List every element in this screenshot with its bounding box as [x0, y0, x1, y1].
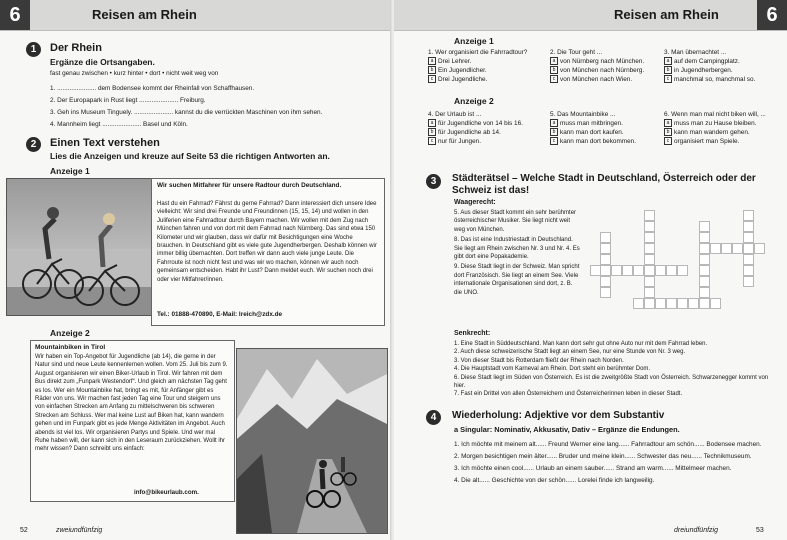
checkbox[interactable]: c: [664, 137, 672, 145]
ad-2-body: Wir haben ein Top-Angebot für Jugendliche (ab 14), die gerne in der Natur sind und neue Leute kennenlernen wollen. Vom 25. Juli bis zum 9. August organisieren wir einen Biker-Urlaub in Tirol. Wir fahren mit dem Bus direkt zum „Funpark Westendorf“. Und gleich am nächsten Tag geht es los. Wer ein Mountainbike hat, bringt es mit, für Anfänger gibt es Räder von uns. Wir machen fast jeden Tag eine Tour und steigern uns von einfachen Strecken am Anfang zu mittelschweren bis schweren Strecken am Schluss. Wer mal keine Lust auf Biken hat, kann wandern gehen und im Funpark gibt es jede Menge Aktivitäten im Angebot. Auch abends ist viel los. Wir organisieren Partys und Spiele. Und wer mal Ruhe haben will, der kann sich in den Leseraum zurückziehen. Wollt ihr mehr wissen? Dann schreibt uns einfach:: [35, 354, 228, 453]
checkbox[interactable]: a: [428, 57, 436, 65]
crossword-cell[interactable]: [644, 243, 655, 254]
checkbox[interactable]: c: [550, 137, 558, 145]
crossword-cell[interactable]: [721, 243, 732, 254]
page-word-left: zweiundfünfzig: [56, 527, 103, 534]
clue: 2. Auch diese schweizerische Stadt liegt an einem See, nur eine Stunde von Nr. 3 weg.: [454, 349, 686, 356]
answer-option[interactable]: [664, 128, 779, 137]
answer-option[interactable]: [664, 137, 779, 146]
option-text: in Jugendherbergen.: [674, 67, 733, 74]
crossword-cell[interactable]: [699, 298, 710, 309]
crossword-cell[interactable]: [590, 265, 601, 276]
option-text: muss man mitbringen.: [560, 120, 623, 127]
exercise-1-item[interactable]: 4. Mannheim liegt ...................... Basel und Köln.: [50, 121, 188, 128]
crossword-cell[interactable]: [622, 265, 633, 276]
crossword-cell[interactable]: [754, 243, 765, 254]
exercise-3-title: Städterätsel – Welche Stadt in Deutschland, Österreich oder der Schweiz ist das!: [452, 173, 756, 196]
crossword-cell[interactable]: [633, 265, 644, 276]
exercise-4-items: [454, 440, 779, 485]
answer-option[interactable]: [550, 119, 660, 128]
crossword-cell[interactable]: [644, 276, 655, 287]
clue: 9. Diese Stadt liegt in der Schweiz. Man spricht dort Französisch. Sie liegt an einem See. Viele internationale Organisationen sind dort, z. B. die UNO.: [454, 264, 580, 296]
clue: 8. Das ist eine Industriestadt in Deutschland. Sie liegt am Rhein zwischen Nr. 3 und Nr. 4. Es gibt dort eine Popakademie.: [454, 237, 580, 261]
crossword-cell[interactable]: [743, 265, 754, 276]
waagerecht-label: Waagerecht:: [454, 199, 496, 206]
crossword-cell[interactable]: [644, 298, 655, 309]
crossword-cell[interactable]: [743, 221, 754, 232]
checkbox[interactable]: b: [664, 128, 672, 136]
crossword-cell[interactable]: [732, 243, 743, 254]
crossword-cell[interactable]: [710, 243, 721, 254]
cyclists-illustration: [7, 179, 151, 315]
waagerecht-clues: [454, 209, 580, 297]
exercise-1-title: Der Rhein: [50, 42, 102, 54]
ad-1-label: Anzeige 1: [50, 166, 90, 176]
crossword-cell[interactable]: [600, 254, 611, 265]
crossword-cell[interactable]: [600, 265, 611, 276]
crossword-cell[interactable]: [644, 221, 655, 232]
question-text: 6. Wenn man mal nicht biken will, ...: [664, 111, 766, 118]
option-text: nur für Jungen.: [438, 138, 481, 145]
answer-option[interactable]: [428, 57, 548, 66]
cyclists-photo: [6, 178, 152, 316]
checkbox[interactable]: a: [550, 119, 558, 127]
chapter-number-right: 6: [757, 0, 787, 30]
crossword-cell[interactable]: [600, 287, 611, 298]
answer-option[interactable]: [428, 128, 548, 137]
crossword-cell[interactable]: [743, 254, 754, 265]
clue: 6. Diese Stadt liegt im Süden von Österreich. Es ist die zweitgrößte Stadt von Österreich. Schwarzenegger kommt von hier.: [454, 374, 769, 390]
crossword-cell[interactable]: [699, 287, 710, 298]
crossword-cell[interactable]: [611, 265, 622, 276]
crossword-cell[interactable]: [743, 243, 754, 254]
answer-option[interactable]: [550, 137, 660, 146]
checkbox[interactable]: c: [428, 137, 436, 145]
mountain-illustration: [237, 349, 387, 533]
exercise-2-instruction: Lies die Anzeigen und kreuze auf Seite 53 die richtigen Antworten an.: [50, 151, 330, 161]
answer-option[interactable]: [664, 119, 779, 128]
word-bank: fast genau zwischen • kurz hinter • dort • nicht weit weg von: [50, 70, 219, 77]
question-text: 2. Die Tour geht ...: [550, 49, 603, 56]
ad-2-contact: info@bikeurlaub.com.: [134, 489, 199, 496]
crossword-cell[interactable]: [644, 254, 655, 265]
chapter-title-left: Reisen am Rhein: [92, 7, 197, 22]
answer-option[interactable]: [550, 75, 660, 84]
ad-2-title: Mountainbiken in Tirol: [35, 344, 106, 351]
question-text: 5. Das Mountainbike ...: [550, 111, 616, 118]
answer-option[interactable]: [550, 57, 660, 66]
option-text: für Jugendliche ab 14.: [438, 129, 501, 136]
checkbox[interactable]: a: [550, 57, 558, 65]
question-6: [664, 110, 779, 146]
question-2: [550, 48, 660, 84]
right-page: [394, 0, 787, 540]
answer-option[interactable]: [428, 66, 548, 75]
crossword-cell[interactable]: [743, 210, 754, 221]
crossword-cell[interactable]: [699, 232, 710, 243]
clue: 7. Fast ein Drittel von allen Österreichern und Österreicherinnen leben in dieser Stadt.: [454, 391, 683, 398]
exercise-1-item[interactable]: 3. Geh ins Museum Tinguely. ...................... kannst du die verrückten Maschinen von ihm sehen.: [50, 109, 323, 116]
exercise-2-number: 2: [26, 137, 41, 152]
crossword-cell[interactable]: [743, 276, 754, 287]
crossword-cell[interactable]: [644, 210, 655, 221]
ad-1-box: [151, 178, 385, 326]
exercise-4-item[interactable]: 2. Morgen besichtigen mein älter...... Bruder und meine klein...... Schwester das neu...... Technikmuseum.: [454, 453, 752, 460]
option-text: Ein Jugendlicher.: [438, 67, 487, 74]
checkbox[interactable]: b: [550, 128, 558, 136]
crossword-cell[interactable]: [699, 276, 710, 287]
crossword-cell[interactable]: [655, 298, 666, 309]
right-header: [394, 0, 787, 31]
question-text: 3. Man übernachtet ...: [664, 49, 727, 56]
crossword-cell[interactable]: [600, 232, 611, 243]
checkbox[interactable]: c: [664, 75, 672, 83]
crossword-cell[interactable]: [633, 298, 644, 309]
crossword-grid[interactable]: [590, 208, 780, 326]
exercise-4-title: Wiederholung: Adjektive vor dem Substantiv: [452, 410, 665, 421]
chapter-number-left: 6: [0, 0, 30, 30]
option-text: manchmal so, manchmal so.: [674, 76, 756, 83]
left-header: [0, 0, 392, 31]
clue: 1. Eine Stadt in Süddeutschland. Man kann dort sehr gut ohne Auto nur mit dem Fahrrad leben.: [454, 341, 708, 347]
exercise-2-title: Einen Text verstehen: [50, 137, 160, 149]
crossword-cell[interactable]: [666, 298, 677, 309]
clue: 3. Von dieser Stadt bis Rotterdam fließt der Rhein nach Norden.: [454, 357, 624, 364]
ad-2-box: [30, 340, 235, 502]
senkrecht-clues: [454, 340, 779, 399]
exercise-4-number: 4: [426, 410, 441, 425]
exercise-4-subtitle: a Singular: Nominativ, Akkusativ, Dativ – Ergänze die Endungen.: [454, 425, 680, 434]
crossword-cell[interactable]: [699, 221, 710, 232]
crossword-cell[interactable]: [644, 232, 655, 243]
crossword-cell[interactable]: [743, 232, 754, 243]
checkbox[interactable]: b: [428, 66, 436, 74]
question-text: 1. Wer organisiert die Fahrradtour?: [428, 49, 528, 56]
exercise-4-item[interactable]: 4. Die alt...... Geschichte von der schön...... Lorelei finde ich langweilig.: [454, 477, 655, 484]
answer-option[interactable]: [428, 119, 548, 128]
question-text: 4. Der Urlaub ist ...: [428, 111, 482, 118]
checkbox[interactable]: c: [550, 75, 558, 83]
clue: 5. Aus dieser Stadt kommt ein sehr berühmter österreichischer Musiker. Sie liegt nicht weit weg von München.: [454, 210, 577, 233]
exercise-4-item[interactable]: 3. Ich möchte einen cool...... Urlaub an einem sauber...... Strand am warm...... Mittelmeer machen.: [454, 465, 732, 472]
answers-ad-1-label: Anzeige 1: [454, 36, 494, 46]
checkbox[interactable]: b: [550, 66, 558, 74]
answer-option[interactable]: [550, 128, 660, 137]
ad-2-label: Anzeige 2: [50, 328, 90, 338]
checkbox[interactable]: b: [664, 66, 672, 74]
option-text: kann man dort bekommen.: [560, 138, 637, 145]
question-3: [664, 48, 779, 84]
exercise-1-instruction: Ergänze die Ortsangaben.: [50, 57, 155, 67]
answer-option[interactable]: [428, 75, 548, 84]
crossword-cell[interactable]: [655, 265, 666, 276]
page-number-right: 53: [756, 527, 764, 534]
exercise-1-item[interactable]: 1. ...................... dem Bodensee kommt der Rheinfall von Schaffhausen.: [50, 85, 255, 92]
page-word-right: dreiundfünfzig: [674, 527, 718, 534]
clue: 4. Die Hauptstadt vom Karneval am Rhein. Dort steht ein berühmter Dom.: [454, 366, 651, 373]
crossword-cell[interactable]: [677, 265, 688, 276]
option-text: Drei Lehrer.: [438, 58, 472, 65]
answer-option[interactable]: [664, 75, 779, 84]
option-text: von Nürnberg nach München.: [560, 58, 645, 65]
option-text: organisiert man Spiele.: [674, 138, 740, 145]
question-4: [428, 110, 548, 146]
chapter-title-right: Reisen am Rhein: [614, 7, 719, 22]
checkbox[interactable]: b: [428, 128, 436, 136]
answer-option[interactable]: [664, 66, 779, 75]
exercise-3-number: 3: [426, 174, 441, 189]
option-text: kann man dort kaufen.: [560, 129, 624, 136]
crossword-cell[interactable]: [699, 243, 710, 254]
option-text: für Jugendliche von 14 bis 16.: [438, 120, 523, 127]
mountain-bikers-photo: [236, 348, 388, 534]
page-number-left: 52: [20, 527, 28, 534]
option-text: kann man wandern gehen.: [674, 129, 750, 136]
checkbox[interactable]: a: [664, 119, 672, 127]
answer-option[interactable]: [664, 57, 779, 66]
exercise-4-item[interactable]: 1. Ich möchte mit meinem alt...... Freund Werner eine lang...... Fahrradtour am schön...... Bodensee machen.: [454, 441, 762, 448]
ad-1-contact: Tel.: 01888-470890, E-Mail: lreich@zdx.de: [157, 311, 283, 318]
option-text: von München nach Nürnberg.: [560, 67, 645, 74]
option-text: Drei Jugendliche.: [438, 76, 488, 83]
crossword-cell[interactable]: [699, 265, 710, 276]
crossword-cell[interactable]: [600, 276, 611, 287]
option-text: auf dem Campingplatz.: [674, 58, 740, 65]
senkrecht-label: Senkrecht:: [454, 330, 491, 337]
crossword-cell[interactable]: [688, 298, 699, 309]
question-5: [550, 110, 660, 146]
crossword-cell[interactable]: [644, 287, 655, 298]
exercise-1-items: [50, 84, 380, 129]
crossword-cell[interactable]: [699, 254, 710, 265]
checkbox[interactable]: a: [428, 119, 436, 127]
answers-ad-2-label: Anzeige 2: [454, 96, 494, 106]
checkbox[interactable]: a: [664, 57, 672, 65]
exercise-1-item[interactable]: 2. Der Europapark in Rust liegt ...................... Freiburg.: [50, 97, 206, 104]
ad-1-body: Hast du ein Fahrrad? Fährst du gerne Fahrrad? Dann interessiert dich unsere Idee vielleicht: Wir sind drei Freunde und Freundinnen (15, 15, 14) und wollen in den Juliferien eine Fahrradtour durch Bayern machen. Wir wollen mit dem Zug nach München fahren und von dort mit dem Fahrrad nach Nürnberg. Das sind etwa 150 Kilometer und wir glauben, dass wir dafür mit Besichtigungen eine Woche brauchen. In Deutschland gibt es viele gute Jugendherbergen. Deshalb können wir immer billig übernachten. Dort treffen wir dann auch viele junge Leute. Die Fahrroute ist noch nicht fest und was wir wo machen, können wir auch noch gemeinsam entscheiden. Habt ihr Lust? Dann meldet euch. Wir suchen noch drei oder vier Mitfahrer/innen.: [157, 201, 377, 283]
checkbox[interactable]: c: [428, 75, 436, 83]
crossword-cell[interactable]: [677, 298, 688, 309]
option-text: von München nach Wien.: [560, 76, 633, 83]
crossword-cell[interactable]: [600, 243, 611, 254]
crossword-cell[interactable]: [644, 265, 655, 276]
ad-1-title: Wir suchen Mitfahrer für unsere Radtour durch Deutschland.: [157, 182, 342, 189]
answer-option[interactable]: [428, 137, 548, 146]
left-page: [0, 0, 392, 540]
crossword-cell[interactable]: [710, 298, 721, 309]
exercise-1-number: 1: [26, 42, 41, 57]
crossword-cell[interactable]: [666, 265, 677, 276]
option-text: muss man zu Hause bleiben.: [674, 120, 757, 127]
question-1: [428, 48, 548, 84]
answer-option[interactable]: [550, 66, 660, 75]
